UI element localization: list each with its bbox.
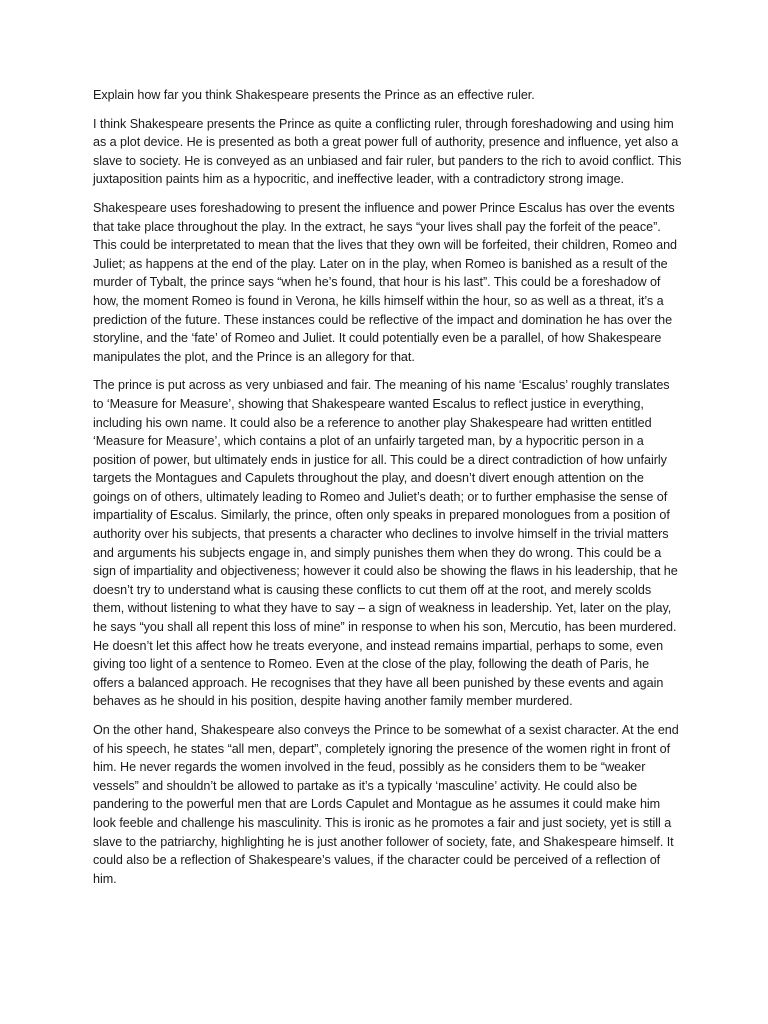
paragraph-foreshadowing: Shakespeare uses foreshadowing to present the influence and power Prince Escalus has over the events that take place throughout the play. In the extract, he says “your lives shall pay the forfeit of the peace”. This could be interpretated to mean that the lives that they own will be forfeited, their children, Romeo and Juliet; as happens at the end of the play. Later on in the play, when Romeo is banished as a result of the murder of Tybalt, the prince says “when he’s found, that hour is his last”. This could be a foreshadow of how, the moment Romeo is found in Verona, he kills himself within the hour, so as well as a threat, it’s a prediction of the future. These instances could be reflective of the impact and domination he has over the storyline, and the ‘fate’ of Romeo and Juliet. It could potentially even be a parallel, of how Shakespeare manipulates the plot, and the Prince is an allegory for that. [93,200,677,364]
paragraph-impartiality: The prince is put across as very unbiased and fair. The meaning of his name ‘Escalus’ roughly translates to ‘Measure for Measure’, showing that Shakespeare wanted Escalus to reflect justice in everything, including his own name. It could also be a reference to another play Shakespeare had written entitled ‘Measure for Measure’, which contains a plot of an unfairly targeted man, by a hypocritic person in a position of power, but ultimately ends in justice for all. This could be a direct contradiction of how unfairly targets the Montagues and Capulets throughout the play, and doesn’t divert enough attention on the goings on of others, ultimately leading to Romeo and Juliet’s death; or to further emphasise the sense of impartiality of Escalus. Similarly, the prince, often only speaks in prepared monologues from a position of authority over his subjects, that presents a character who declines to involve himself in the trivial matters and arguments his subjects engage in, and simply punishes them when they do wrong. This could be a sign of impartiality and objectiveness; however it could also be showing the flaws in his leadership, that he doesn’t try to understand what is causing these conflicts to cut them off at the root, and merely scolds them, without listening to what they have to say – a sign of weakness in leadership. Yet, later on the play, he says “you shall all repent this loss of mine” in response to when his son, Mercutio, has been murdered. He doesn’t let this affect how he treats everyone, and instead remains impartial, perhaps to some, even giving too light of a sentence to Romeo. Even at the close of the play, following the death of Paris, he offers a balanced approach. He recognises that they have all been punished by these events and again behaves as he should in his position, despite having another family member murdered. [93,378,678,709]
essay-page [93,86,683,898]
paragraph-introduction: I think Shakespeare presents the Prince as quite a conflicting ruler, through foreshadowing and using him as a plot device. He is presented as both a great power full of authority, presence and influence, yet also a slave to society. He is conveyed as an unbiased and fair ruler, but panders to the rich to avoid conflict. This juxtaposition paints him as a hypocritic, and ineffective leader, with a contradictory strong image. [93,116,682,187]
essay-question: Explain how far you think Shakespeare presents the Prince as an effective ruler. [93,88,535,102]
paragraph-sexism: On the other hand, Shakespeare also conveys the Prince to be somewhat of a sexist character. At the end of his speech, he states “all men, depart”, completely ignoring the presence of the women right in front of him. He never regards the women involved in the feud, possibly as he considers them to be “weaker vessels” and shouldn’t be allowed to partake as it’s a typically ‘masculine’ activity. He could also be pandering to the powerful men that are Lords Capulet and Montague as he assumes it could make him look feeble and challenge his masculinity. This is ironic as he promotes a fair and just society, yet is still a slave to the patriarchy, highlighting he is just another follower of society, fate, and Shakespeare himself. It could also be a reflection of Shakespeare’s values, if the character could be perceived of a reflection of him. [93,723,679,886]
